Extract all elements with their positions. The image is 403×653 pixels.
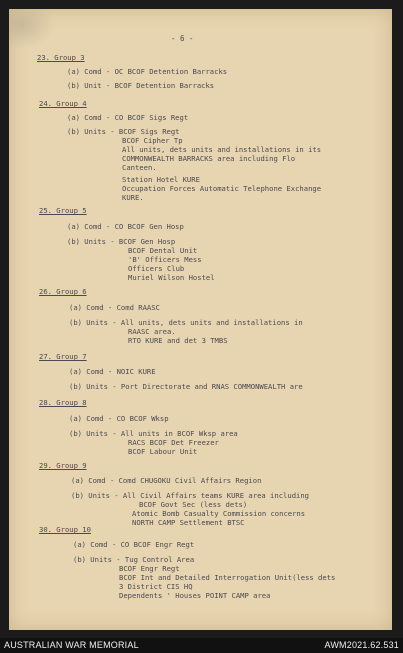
group-line: Muriel Wilson Hostel xyxy=(128,273,215,282)
group-line: All units, dets units and installations in its xyxy=(122,145,322,154)
group-line: (b) Units - All units in BCOF Wksp area xyxy=(69,429,238,438)
group-line: RAASC area. xyxy=(128,327,176,336)
group-heading: 25. Group 5 xyxy=(39,206,87,215)
group-line: (b) Units - Port Directorate and RNAS COMMONWEALTH are xyxy=(69,382,303,391)
group-line: (b) Units - Tug Control Area xyxy=(73,555,195,564)
group-line: BCOF Cipher Tp xyxy=(122,136,183,145)
group-line: Canteen. xyxy=(122,163,157,172)
group-line: (a) Comd - Comd RAASC xyxy=(69,303,160,312)
group-line: (a) Comd - CO BCOF Gen Hosp xyxy=(67,222,184,231)
group-line: (a) Comd - CO BCOF Engr Regt xyxy=(73,540,195,549)
group-line: Atomic Bomb Casualty Commission concerns xyxy=(132,509,306,518)
group-line: KURE. xyxy=(122,193,144,202)
group-line: RACS BCOF Det Freezer xyxy=(128,438,219,447)
group-line: BCOF Int and Detailed Interrogation Unit(less dets xyxy=(119,573,336,582)
group-line: (a) Comd - OC BCOF Detention Barracks xyxy=(67,67,228,76)
group-heading: 26. Group 6 xyxy=(39,287,87,296)
group-line: 'B' Officers Mess xyxy=(128,255,202,264)
footer-institution: AUSTRALIAN WAR MEMORIAL xyxy=(4,640,139,650)
group-line: (b) Unit - BCOF Detention Barracks xyxy=(67,81,215,90)
group-line: Officers Club xyxy=(128,264,185,273)
group-line: RTO KURE and det 3 TMBS xyxy=(128,336,228,345)
group-line: (a) Comd - CO BCOF Sigs Regt xyxy=(67,113,189,122)
group-line: (b) Units - BCOF Gen Hosp xyxy=(67,237,176,246)
group-line: NORTH CAMP Settlement BTSC xyxy=(132,518,245,527)
group-line: BCOF Govt Sec (less dets) xyxy=(139,500,248,509)
group-line: (b) Units - All Civil Affairs teams KURE area including xyxy=(71,491,309,500)
group-line: Station Hotel KURE xyxy=(122,175,200,184)
group-line: (a) Comd - NOIC KURE xyxy=(69,367,156,376)
group-line: (b) Units - All units, dets units and installations in xyxy=(69,318,303,327)
group-line: (a) Comd - CO BCOF Wksp xyxy=(69,414,169,423)
group-line: COMMONWEALTH BARRACKS area including Flo xyxy=(122,154,296,163)
group-heading: 27. Group 7 xyxy=(39,352,87,361)
group-line: BCOF Dental Unit xyxy=(128,246,198,255)
page-number: - 6 - xyxy=(171,34,194,43)
paper-stain xyxy=(9,9,55,49)
group-heading: 24. Group 4 xyxy=(39,99,87,108)
group-heading: 29. Group 9 xyxy=(39,461,87,470)
group-line: (b) Units - BCOF Sigs Regt xyxy=(67,127,180,136)
document-page xyxy=(9,9,392,630)
group-line: Occupation Forces Automatic Telephone Exchange xyxy=(122,184,322,193)
group-heading: 28. Group 8 xyxy=(39,398,87,407)
group-line: Dependents ' Houses POINT CAMP area xyxy=(119,591,271,600)
group-heading: 30. Group 10 xyxy=(39,525,91,534)
archive-footer xyxy=(0,638,403,653)
group-line: (a) Comd - Comd CHUGOKU Civil Affairs Region xyxy=(71,476,262,485)
group-line: BCOF Engr Regt xyxy=(119,564,180,573)
group-heading: 23. Group 3 xyxy=(37,53,85,62)
group-line: BCOF Labour Unit xyxy=(128,447,198,456)
group-line: 3 District CIS HQ xyxy=(119,582,193,591)
footer-accession-number: AWM2021.62.531 xyxy=(324,640,399,650)
